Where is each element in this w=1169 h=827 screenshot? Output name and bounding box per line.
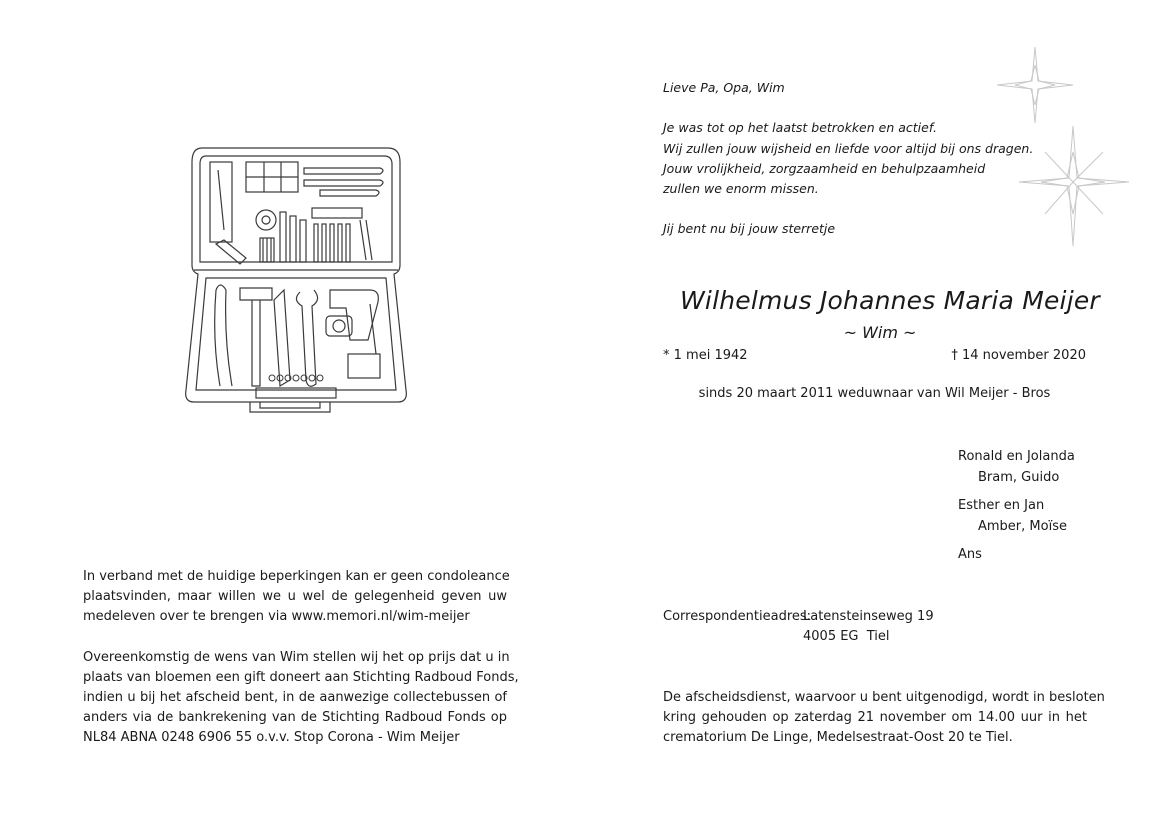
paragraph-line: plaatsvinden, maar willen we u wel de gelegenheid geven uw: [83, 589, 507, 604]
death-date: † 14 november 2020: [951, 348, 1086, 363]
poem-greeting: Lieve Pa, Opa, Wim: [663, 80, 785, 95]
paragraph-line: kring gehouden op zaterdag 21 november om 14.00 uur in het: [663, 710, 1087, 725]
poem-verse-line: Je was tot op het laatst betrokken en actief.: [663, 120, 937, 136]
correspondence-city: 4005 EG Tiel: [803, 629, 890, 644]
widower-note: sinds 20 maart 2011 weduwnaar van Wil Meijer - Bros: [698, 386, 1051, 401]
paragraph-line: indien u bij het afscheid bent, in de aanwezige collectebussen of: [83, 690, 507, 705]
poem: [663, 78, 1033, 240]
poem-closing: Jij bent nu bij jouw sterretje: [663, 221, 836, 237]
paragraph-line: De afscheidsdienst, waarvoor u bent uitgenodigd, wordt in besloten: [663, 690, 1105, 705]
paragraph-line: crematorium De Linge, Medelsestraat-Oost 20 te Tiel.: [663, 730, 1013, 745]
family-list: [958, 446, 1075, 565]
family-parents: Ans: [958, 547, 982, 562]
birth-date: * 1 mei 1942: [663, 348, 748, 363]
deceased-nickname: ~ Wim ~: [843, 323, 917, 342]
correspondence-street: Latensteinseweg 19: [803, 609, 934, 624]
family-children: Amber, Moïse: [978, 519, 1067, 534]
condolence-paragraph: [83, 567, 510, 627]
poem-verse-line: zullen we enorm missen.: [663, 181, 819, 197]
paragraph-line: plaats van bloemen een gift doneert aan Stichting Radboud Fonds,: [83, 670, 519, 685]
poem-verse-line: Jouw vrolijkheid, zorgzaamheid en behulpzaamheid: [663, 160, 986, 176]
family-children: Bram, Guido: [978, 470, 1060, 485]
toolbox-illustration: [180, 140, 412, 415]
paragraph-line: anders via de bankrekening van de Stichting Radboud Fonds op: [83, 710, 507, 725]
paragraph-line: NL84 ABNA 0248 6906 55 o.v.v. Stop Corona - Wim Meijer: [83, 730, 460, 745]
paragraph-line: Overeenkomstig de wens van Wim stellen wij het op prijs dat u in: [83, 650, 510, 665]
correspondence-label: Correspondentieadres:: [663, 609, 812, 624]
paragraph-line: medeleven over te brengen via www.memori.nl/wim-meijer: [83, 609, 470, 624]
deceased-name: Wilhelmus Johannes Maria Meijer: [680, 286, 1100, 315]
paragraph-line: In verband met de huidige beperkingen kan er geen condoleance: [83, 569, 510, 584]
poem-verse-line: Wij zullen jouw wijsheid en liefde voor altijd bij ons dragen.: [663, 140, 1034, 156]
family-parents: Ronald en Jolanda: [958, 449, 1075, 464]
family-parents: Esther en Jan: [958, 498, 1045, 513]
donation-paragraph: [83, 648, 519, 748]
service-paragraph: [663, 688, 1105, 748]
